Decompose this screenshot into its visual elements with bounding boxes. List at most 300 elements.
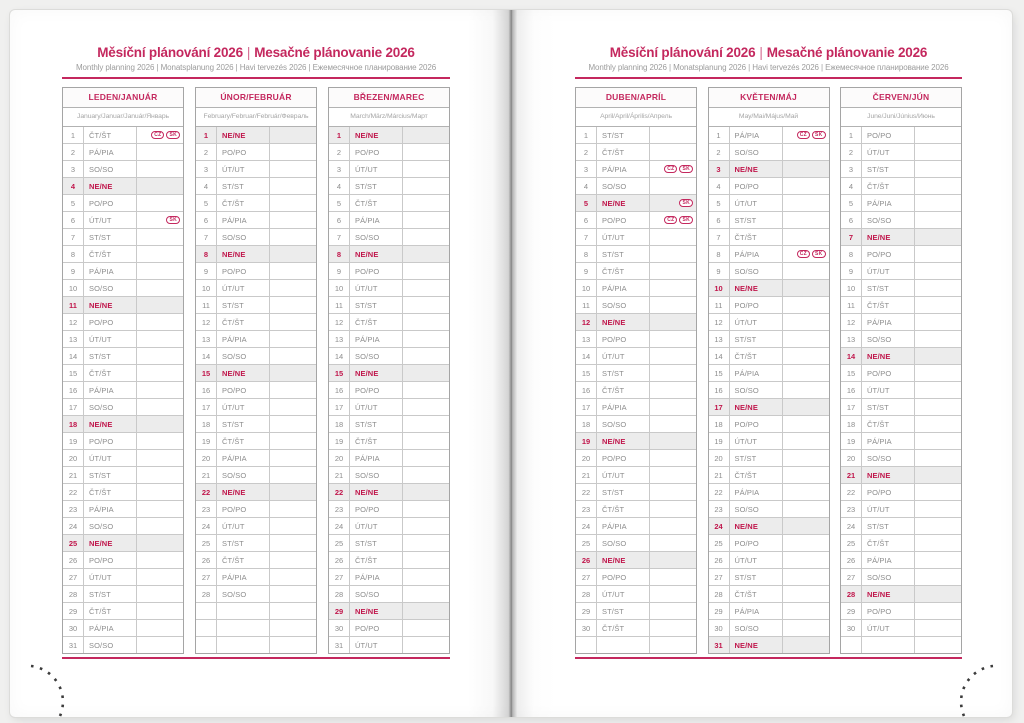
weekday-label-cell: ST/ST <box>350 178 403 194</box>
notes-cell <box>403 518 449 534</box>
day-number-cell: 19 <box>576 433 597 449</box>
day-number-cell: 26 <box>329 552 350 568</box>
day-row <box>196 178 316 195</box>
weekday-label-cell: ČT/ŠT <box>730 229 783 245</box>
weekday-label-cell: PO/PO <box>350 263 403 279</box>
day-number-cell: 31 <box>63 637 84 653</box>
day-row <box>329 552 449 569</box>
day-row <box>196 263 316 280</box>
weekday-label-cell: PO/PO <box>730 535 783 551</box>
day-number-cell: 15 <box>329 365 350 381</box>
weekday-label-cell: PO/PO <box>84 195 137 211</box>
holiday-badge-cz: CZ <box>797 250 810 258</box>
notes-cell <box>403 382 449 398</box>
page-title-czech: Měsíční plánování 2026 <box>609 45 756 60</box>
day-number-cell: 5 <box>63 195 84 211</box>
notes-cell <box>915 178 961 194</box>
day-number-cell: 23 <box>709 501 730 517</box>
day-row <box>841 484 961 501</box>
day-number-cell: 15 <box>576 365 597 381</box>
day-row <box>576 263 696 280</box>
day-row <box>576 246 696 263</box>
notes-cell <box>783 586 829 602</box>
notes-cell <box>270 586 316 602</box>
day-number-cell: 26 <box>196 552 217 568</box>
weekday-label-cell: PÁ/PIA <box>217 212 270 228</box>
day-row <box>329 280 449 297</box>
weekday-label-cell: ST/ST <box>862 399 915 415</box>
notes-cell <box>915 127 961 143</box>
notes-cell <box>650 416 696 432</box>
day-row <box>709 229 829 246</box>
weekday-label-cell: ČT/ŠT <box>862 416 915 432</box>
weekday-label-cell: PÁ/PIA <box>350 450 403 466</box>
day-row <box>841 433 961 450</box>
notes-cell <box>650 365 696 381</box>
weekday-label-cell: ČT/ŠT <box>84 603 137 619</box>
day-number-cell: 8 <box>576 246 597 262</box>
day-number-cell: 10 <box>576 280 597 296</box>
notes-cell <box>915 348 961 364</box>
notes-cell <box>783 263 829 279</box>
day-number-cell: 7 <box>63 229 84 245</box>
day-number-cell: 6 <box>709 212 730 228</box>
notes-cell <box>137 348 183 364</box>
weekday-label-cell: PÁ/PIA <box>84 620 137 636</box>
day-row <box>196 280 316 297</box>
day-number-cell: 28 <box>196 586 217 602</box>
weekday-label-cell: ČT/ŠT <box>217 314 270 330</box>
day-number-cell: 26 <box>709 552 730 568</box>
weekday-label-cell <box>217 603 270 619</box>
day-row <box>709 178 829 195</box>
holiday-badge-sk: SK <box>679 199 693 207</box>
notes-cell <box>650 195 696 211</box>
weekday-label-cell: ÚT/UT <box>217 518 270 534</box>
day-number-cell: 9 <box>63 263 84 279</box>
day-number-cell: 29 <box>709 603 730 619</box>
notes-cell <box>270 569 316 585</box>
notes-cell <box>783 416 829 432</box>
day-row <box>576 518 696 535</box>
notes-cell <box>270 637 316 653</box>
day-number-cell: 23 <box>841 501 862 517</box>
day-number-cell: 21 <box>196 467 217 483</box>
day-row <box>841 416 961 433</box>
day-row <box>576 569 696 586</box>
day-number-cell: 6 <box>841 212 862 228</box>
weekday-label-cell: ČT/ŠT <box>862 178 915 194</box>
notes-cell <box>403 263 449 279</box>
holiday-badge-cz: CZ <box>151 131 164 139</box>
notes-cell <box>783 212 829 228</box>
day-row <box>709 365 829 382</box>
notes-cell <box>650 535 696 551</box>
day-number-cell: 19 <box>329 433 350 449</box>
notes-cell <box>137 484 183 500</box>
day-number-cell: 21 <box>709 467 730 483</box>
day-number-cell: 12 <box>329 314 350 330</box>
day-number-cell: 3 <box>841 161 862 177</box>
day-number-cell: 8 <box>63 246 84 262</box>
day-number-cell: 20 <box>196 450 217 466</box>
notes-cell <box>137 603 183 619</box>
weekday-label-cell: SO/SO <box>862 212 915 228</box>
weekday-label-cell: ST/ST <box>217 297 270 313</box>
day-number-cell: 6 <box>63 212 84 228</box>
day-row <box>841 552 961 569</box>
day-number-cell: 26 <box>576 552 597 568</box>
month-table-march <box>328 87 450 654</box>
weekday-label-cell: ST/ST <box>730 331 783 347</box>
notes-cell <box>915 331 961 347</box>
day-row <box>196 501 316 518</box>
day-number-cell: 3 <box>63 161 84 177</box>
day-row <box>841 178 961 195</box>
day-number-cell: 17 <box>709 399 730 415</box>
day-number-cell: 7 <box>196 229 217 245</box>
weekday-label-cell: SO/SO <box>730 620 783 636</box>
day-row <box>196 552 316 569</box>
day-number-cell: 2 <box>196 144 217 160</box>
day-number-cell: 11 <box>63 297 84 313</box>
day-number-cell: 19 <box>63 433 84 449</box>
notes-cell <box>137 399 183 415</box>
day-row <box>329 467 449 484</box>
weekday-label-cell: ST/ST <box>217 535 270 551</box>
day-number-cell <box>196 603 217 619</box>
day-row <box>63 399 183 416</box>
day-row-sunday <box>841 467 961 484</box>
day-row <box>709 331 829 348</box>
notes-cell <box>783 331 829 347</box>
notes-cell <box>403 620 449 636</box>
weekday-label-cell: ÚT/UT <box>730 433 783 449</box>
month-table-april <box>575 87 697 654</box>
weekday-label-cell: ÚT/UT <box>597 348 650 364</box>
weekday-label-cell: ÚT/UT <box>597 467 650 483</box>
day-row <box>841 246 961 263</box>
weekday-label-cell: NE/NE <box>862 586 915 602</box>
weekday-label-cell: SO/SO <box>862 450 915 466</box>
day-row-sunday <box>329 246 449 263</box>
day-row <box>329 297 449 314</box>
holiday-badge-sk: SK <box>679 216 693 224</box>
day-row <box>841 518 961 535</box>
day-row <box>196 467 316 484</box>
weekday-label-cell: PO/PO <box>84 552 137 568</box>
weekday-label-cell: SO/SO <box>84 637 137 653</box>
day-row <box>841 365 961 382</box>
notes-cell <box>137 535 183 551</box>
notes-cell <box>650 127 696 143</box>
day-number-cell: 3 <box>329 161 350 177</box>
day-number-cell: 1 <box>329 127 350 143</box>
notes-cell <box>270 535 316 551</box>
holiday-badge-sk: SK <box>812 250 826 258</box>
day-number-cell: 19 <box>841 433 862 449</box>
weekday-label-cell: PÁ/PIA <box>730 603 783 619</box>
weekday-label-cell: NE/NE <box>730 399 783 415</box>
day-number-cell: 15 <box>63 365 84 381</box>
day-row <box>709 382 829 399</box>
day-row <box>841 297 961 314</box>
day-row <box>329 416 449 433</box>
day-number-cell <box>196 637 217 653</box>
notes-cell <box>783 365 829 381</box>
weekday-label-cell: ČT/ŠT <box>730 586 783 602</box>
day-row <box>329 586 449 603</box>
day-number-cell: 16 <box>576 382 597 398</box>
day-row <box>576 484 696 501</box>
day-number-cell: 22 <box>63 484 84 500</box>
notes-cell <box>915 637 961 653</box>
weekday-label-cell: PÁ/PIA <box>862 552 915 568</box>
day-number-cell: 23 <box>576 501 597 517</box>
notes-cell <box>403 280 449 296</box>
weekday-label-cell: NE/NE <box>84 535 137 551</box>
day-number-cell: 27 <box>576 569 597 585</box>
day-number-cell: 1 <box>63 127 84 143</box>
day-number-cell: 5 <box>329 195 350 211</box>
notes-cell <box>403 450 449 466</box>
notes-cell <box>650 161 696 177</box>
day-row <box>63 518 183 535</box>
notes-cell <box>137 552 183 568</box>
day-row <box>841 280 961 297</box>
day-row <box>576 178 696 195</box>
notes-cell <box>783 229 829 245</box>
weekday-label-cell: ST/ST <box>862 161 915 177</box>
day-number-cell: 5 <box>576 195 597 211</box>
day-number-cell: 12 <box>196 314 217 330</box>
day-row <box>576 416 696 433</box>
footer-rule <box>575 657 962 659</box>
weekday-label-cell: ÚT/UT <box>84 450 137 466</box>
day-row <box>576 365 696 382</box>
month-rows <box>841 127 961 653</box>
day-number-cell <box>841 637 862 653</box>
day-number-cell: 23 <box>63 501 84 517</box>
weekday-label-cell: ČT/ŠT <box>350 552 403 568</box>
weekday-label-cell: SO/SO <box>84 161 137 177</box>
notes-cell <box>783 535 829 551</box>
day-number-cell: 10 <box>63 280 84 296</box>
day-row <box>709 450 829 467</box>
day-row <box>63 620 183 637</box>
day-number-cell: 13 <box>196 331 217 347</box>
notes-cell <box>650 263 696 279</box>
weekday-label-cell: NE/NE <box>217 484 270 500</box>
notes-cell <box>137 161 183 177</box>
day-number-cell: 24 <box>329 518 350 534</box>
day-number-cell: 21 <box>576 467 597 483</box>
day-number-cell: 26 <box>63 552 84 568</box>
day-row <box>63 246 183 263</box>
weekday-label-cell: PO/PO <box>597 450 650 466</box>
day-number-cell: 12 <box>841 314 862 330</box>
weekday-label-cell: NE/NE <box>597 552 650 568</box>
notes-cell <box>270 552 316 568</box>
day-row <box>329 535 449 552</box>
day-number-cell: 7 <box>841 229 862 245</box>
day-number-cell: 17 <box>576 399 597 415</box>
day-number-cell: 11 <box>329 297 350 313</box>
weekday-label-cell: ST/ST <box>597 603 650 619</box>
day-number-cell: 29 <box>329 603 350 619</box>
notes-cell <box>403 195 449 211</box>
notes-cell <box>915 382 961 398</box>
day-row <box>709 552 829 569</box>
notes-cell <box>137 246 183 262</box>
day-row-sunday <box>63 416 183 433</box>
weekday-label-cell: ČT/ŠT <box>84 484 137 500</box>
weekday-label-cell: ÚT/UT <box>217 280 270 296</box>
weekday-label-cell: SO/SO <box>862 331 915 347</box>
notes-cell <box>650 314 696 330</box>
day-row <box>841 127 961 144</box>
notes-cell <box>270 246 316 262</box>
page-subtitle: Monthly planning 2026 | Monatsplanung 2026 | Havi tervezés 2026 | Ежемесячное планирование 2026 <box>75 63 437 72</box>
day-number-cell <box>576 637 597 653</box>
notes-cell <box>137 331 183 347</box>
day-row <box>63 365 183 382</box>
day-row <box>63 467 183 484</box>
page-title-separator: | <box>246 45 251 60</box>
weekday-label-cell: ST/ST <box>862 518 915 534</box>
day-number-cell: 19 <box>709 433 730 449</box>
weekday-label-cell: NE/NE <box>217 365 270 381</box>
notes-cell <box>650 552 696 568</box>
day-number-cell: 4 <box>576 178 597 194</box>
day-number-cell: 27 <box>329 569 350 585</box>
day-row <box>576 467 696 484</box>
weekday-label-cell: SO/SO <box>730 144 783 160</box>
day-number-cell: 3 <box>709 161 730 177</box>
day-number-cell: 17 <box>841 399 862 415</box>
notes-cell <box>137 195 183 211</box>
day-number-cell: 22 <box>196 484 217 500</box>
weekday-label-cell: SO/SO <box>350 467 403 483</box>
weekday-label-cell: ČT/ŠT <box>84 246 137 262</box>
day-row <box>709 569 829 586</box>
day-number-cell: 31 <box>709 637 730 653</box>
notes-cell <box>270 433 316 449</box>
notes-cell <box>270 314 316 330</box>
month-table-may <box>708 87 830 654</box>
weekday-label-cell: NE/NE <box>84 297 137 313</box>
day-number-cell: 11 <box>576 297 597 313</box>
notes-cell <box>270 620 316 636</box>
day-row-sunday <box>196 246 316 263</box>
notes-cell <box>270 195 316 211</box>
notes-cell <box>403 484 449 500</box>
day-number-cell: 29 <box>841 603 862 619</box>
day-number-cell: 25 <box>841 535 862 551</box>
weekday-label-cell: ČT/ŠT <box>597 382 650 398</box>
weekday-label-cell: PÁ/PIA <box>84 501 137 517</box>
day-number-cell: 7 <box>576 229 597 245</box>
weekday-label-cell: ST/ST <box>730 569 783 585</box>
day-row <box>63 263 183 280</box>
day-row <box>329 178 449 195</box>
weekday-label-cell: PO/PO <box>350 382 403 398</box>
day-number-cell: 14 <box>709 348 730 364</box>
day-row-sunday <box>709 280 829 297</box>
day-number-cell: 31 <box>329 637 350 653</box>
day-number-cell: 8 <box>329 246 350 262</box>
day-number-cell: 30 <box>576 620 597 636</box>
notes-cell <box>915 467 961 483</box>
day-number-cell: 9 <box>841 263 862 279</box>
footer-rule <box>62 657 450 659</box>
day-number-cell: 22 <box>841 484 862 500</box>
weekday-label-cell: SO/SO <box>730 382 783 398</box>
weekday-label-cell: ČT/ŠT <box>597 144 650 160</box>
weekday-label-cell <box>217 637 270 653</box>
day-number-cell: 18 <box>63 416 84 432</box>
weekday-label-cell: PO/PO <box>730 416 783 432</box>
day-row <box>63 348 183 365</box>
weekday-label-cell: PO/PO <box>862 246 915 262</box>
notes-cell <box>650 586 696 602</box>
weekday-label-cell: ÚT/UT <box>730 314 783 330</box>
day-row <box>329 195 449 212</box>
day-row <box>841 382 961 399</box>
page-spine-shadow <box>468 10 556 717</box>
notes-cell <box>783 195 829 211</box>
day-row <box>196 535 316 552</box>
weekday-label-cell: ÚT/UT <box>217 399 270 415</box>
weekday-label-cell: PÁ/PIA <box>350 569 403 585</box>
weekday-label-cell: SO/SO <box>217 348 270 364</box>
day-row <box>196 331 316 348</box>
day-number-cell: 21 <box>63 467 84 483</box>
month-table-june <box>840 87 962 654</box>
weekday-label-cell: SO/SO <box>597 535 650 551</box>
day-number-cell: 1 <box>576 127 597 143</box>
weekday-label-cell: NE/NE <box>84 416 137 432</box>
notes-cell <box>403 535 449 551</box>
day-number-cell: 9 <box>709 263 730 279</box>
notes-cell <box>270 263 316 279</box>
weekday-label-cell: ČT/ŠT <box>730 348 783 364</box>
weekday-label-cell: NE/NE <box>597 314 650 330</box>
notes-cell <box>650 331 696 347</box>
holiday-badge-sk: SK <box>679 165 693 173</box>
notes-cell <box>650 382 696 398</box>
weekday-label-cell: PÁ/PIA <box>597 399 650 415</box>
day-row <box>196 212 316 229</box>
notes-cell <box>650 484 696 500</box>
day-row <box>63 382 183 399</box>
notes-cell <box>270 365 316 381</box>
weekday-label-cell: NE/NE <box>350 603 403 619</box>
day-row <box>709 314 829 331</box>
day-row <box>841 501 961 518</box>
page-left <box>62 10 450 717</box>
page-title-czech: Měsíční plánování 2026 <box>97 45 243 60</box>
notes-cell <box>403 348 449 364</box>
day-number-cell: 11 <box>841 297 862 313</box>
notes-cell <box>915 246 961 262</box>
day-number-cell: 18 <box>196 416 217 432</box>
weekday-label-cell: SO/SO <box>350 229 403 245</box>
day-row <box>63 314 183 331</box>
weekday-label-cell: ČT/ŠT <box>84 365 137 381</box>
day-number-cell: 19 <box>196 433 217 449</box>
notes-cell <box>137 569 183 585</box>
